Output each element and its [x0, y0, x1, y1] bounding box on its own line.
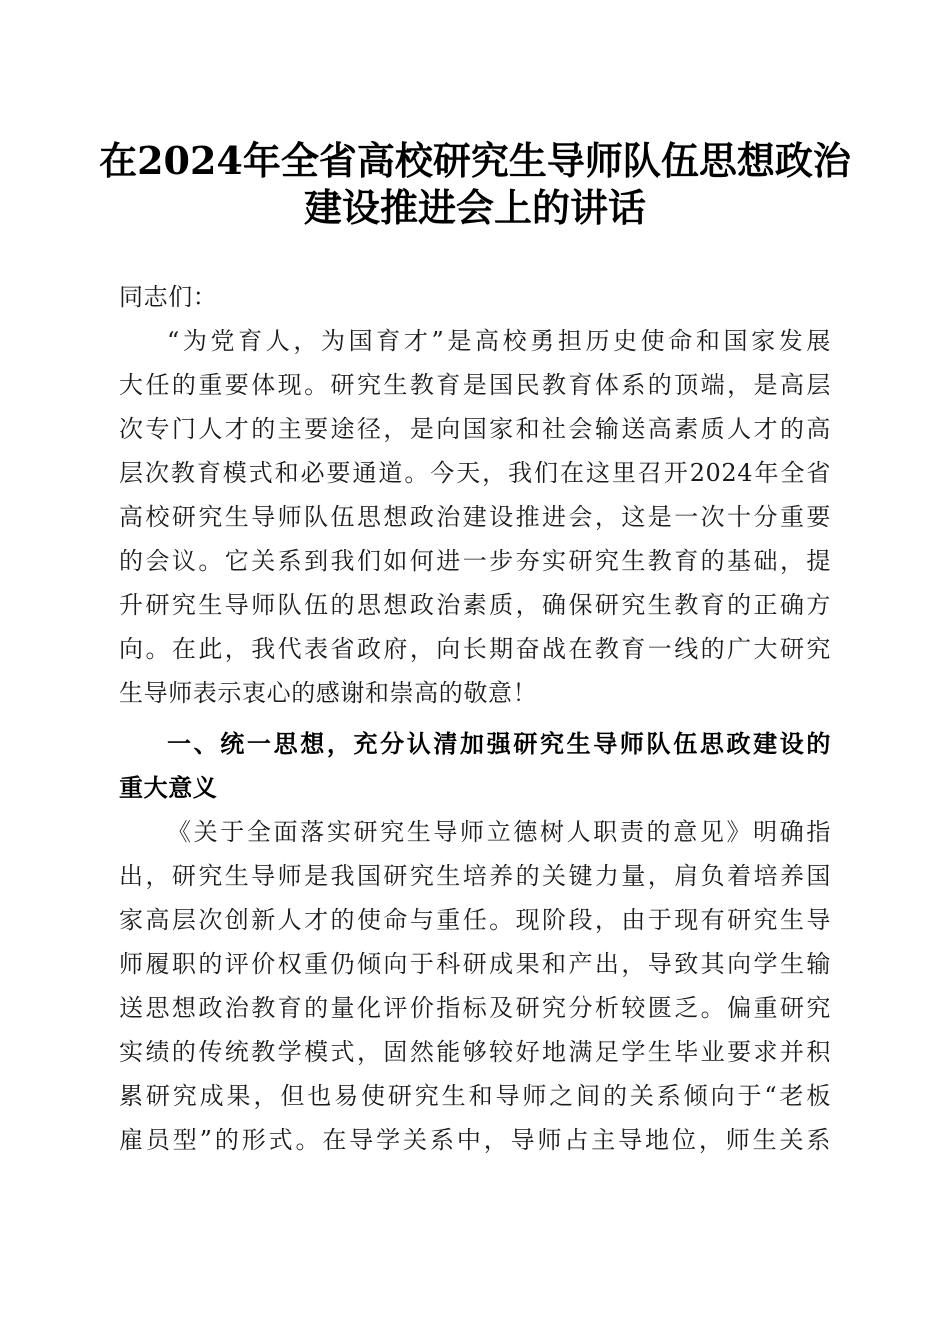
section-1-heading-line: 重大意义	[119, 774, 218, 802]
paragraph-1-line: 大任的重要体现。研究生教育是国民教育体系的顶端，是高层	[119, 371, 831, 399]
paragraph-2-line: 实绩的传统教学模式，固然能够较好地满足学生毕业要求并积	[119, 1038, 831, 1066]
paragraph-2-line: 出，研究生导师是我国研究生培养的关键力量，肩负着培养国	[119, 862, 831, 890]
paragraph-1-line: 层次教育模式和必要通道。今天，我们在这里召开2024年全省	[119, 459, 831, 487]
paragraph-1-line: 生导师表示衷心的感谢和崇高的敬意！	[119, 679, 538, 707]
document-title-line-1: 在2024年全省高校研究生导师队伍思想政治	[99, 138, 851, 183]
paragraph-2-line: 家高层次创新人才的使命与重任。现阶段，由于现有研究生导	[119, 906, 831, 934]
section-1-heading-line: 一、统一思想，充分认清加强研究生导师队伍思政建设的	[167, 730, 831, 758]
paragraph-1-line: 的会议。它关系到我们如何进一步夯实研究生教育的基础，提	[119, 547, 831, 575]
document-title-line-2: 建设推进会上的讲话	[303, 185, 646, 230]
paragraph-2-line: 师履职的评价权重仍倾向于科研成果和产出，导致其向学生输	[119, 950, 831, 978]
salutation: 同志们：	[119, 283, 218, 311]
paragraph-2-line: 《关于全面落实研究生导师立德树人职责的意见》明确指	[167, 818, 831, 846]
paragraph-1-line: 次专门人才的主要途径，是向国家和社会输送高素质人才的高	[119, 415, 831, 443]
paragraph-2-line: 雇员型”的形式。在导学关系中，导师占主导地位，师生关系	[119, 1126, 831, 1154]
paragraph-2-line: 送思想政治教育的量化评价指标及研究分析较匮乏。偏重研究	[119, 994, 831, 1022]
paragraph-1-line: 高校研究生导师队伍思想政治建设推进会，这是一次十分重要	[119, 503, 831, 531]
paragraph-1-line: 向。在此，我代表省政府，向长期奋战在教育一线的广大研究	[119, 635, 831, 663]
paragraph-1-line: “为党育人，为国育才”是高校勇担历史使命和国家发展	[167, 327, 831, 355]
paragraph-2-line: 累研究成果，但也易使研究生和导师之间的关系倾向于“老板	[119, 1082, 831, 1110]
paragraph-1-line: 升研究生导师队伍的思想政治素质，确保研究生教育的正确方	[119, 591, 831, 619]
